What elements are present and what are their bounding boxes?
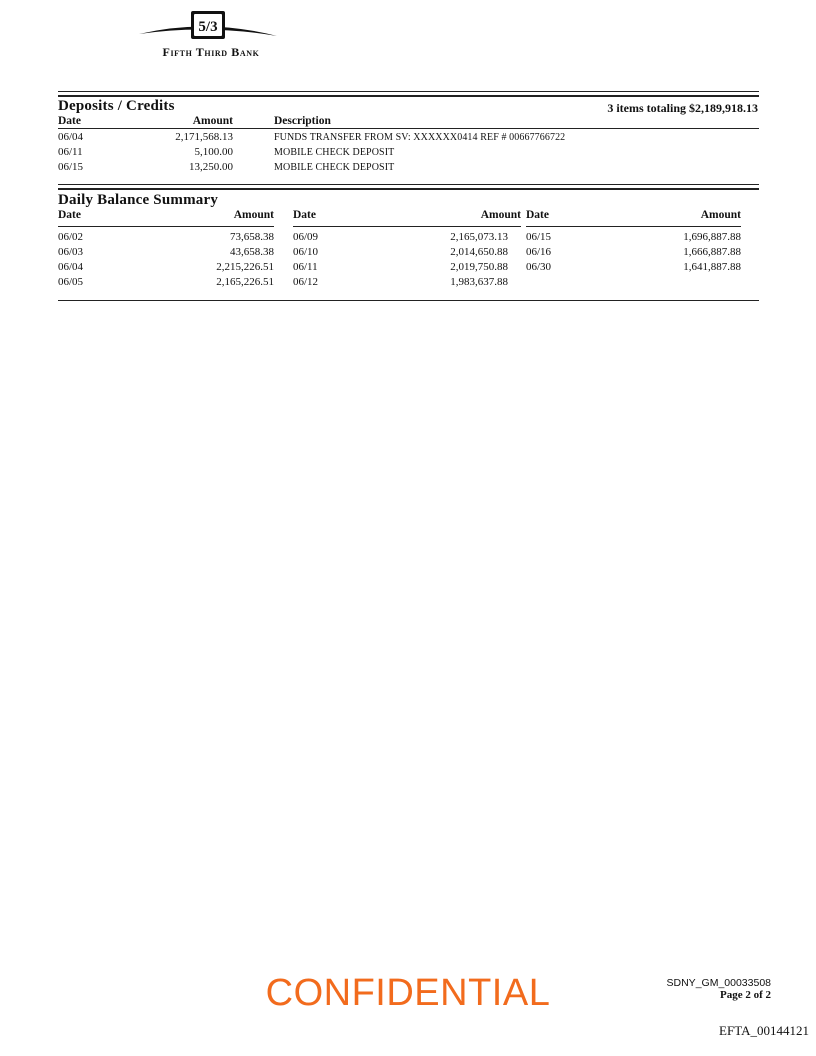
balance-date-header: Date bbox=[526, 209, 549, 221]
balance-col-rule bbox=[293, 226, 521, 227]
deposit-description: FUNDS TRANSFER FROM SV: XXXXXX0414 REF # 00667766722 bbox=[274, 132, 566, 143]
balance-date: 06/05 bbox=[58, 276, 84, 288]
section-divider-top-thick bbox=[58, 95, 759, 97]
balance-date: 06/03 bbox=[58, 246, 84, 258]
confidential-stamp: CONFIDENTIAL bbox=[265, 972, 551, 1014]
balance-col-rule bbox=[58, 226, 274, 227]
balance-amount: 1,696,887.88 bbox=[683, 231, 741, 243]
balance-amount-header: Amount bbox=[700, 209, 741, 221]
balance-col-rule bbox=[526, 226, 741, 227]
balance-date: 06/10 bbox=[293, 246, 319, 258]
deposit-date: 06/11 bbox=[58, 146, 83, 158]
bank-logo-icon bbox=[137, 8, 279, 46]
deposits-header-rule bbox=[58, 128, 759, 129]
balance-amount-header: Amount bbox=[233, 209, 274, 221]
balance-amount: 1,983,637.88 bbox=[450, 276, 508, 288]
balance-date: 06/09 bbox=[293, 231, 319, 243]
deposits-title: Deposits / Credits bbox=[58, 98, 175, 114]
deposit-description: MOBILE CHECK DEPOSIT bbox=[274, 147, 395, 158]
section-divider-top bbox=[58, 91, 759, 92]
balance-date: 06/04 bbox=[58, 261, 84, 273]
deposit-date: 06/04 bbox=[58, 131, 84, 143]
bank-logo bbox=[137, 8, 279, 59]
balance-date: 06/12 bbox=[293, 276, 319, 288]
logo-mark: 5/3 bbox=[198, 19, 218, 35]
deposits-description-header: Description bbox=[274, 115, 331, 127]
balance-amount: 2,215,226.51 bbox=[216, 261, 274, 273]
deposit-description: MOBILE CHECK DEPOSIT bbox=[274, 162, 395, 173]
balance-amount: 73,658.38 bbox=[230, 231, 274, 243]
bank-name: Fifth Third Bank bbox=[162, 45, 260, 59]
balance-date-header: Date bbox=[293, 209, 316, 221]
balance-date: 06/30 bbox=[526, 261, 552, 273]
balance-divider-top bbox=[58, 184, 759, 185]
balance-amount: 2,165,226.51 bbox=[216, 276, 274, 288]
deposits-summary: 3 items totaling $2,189,918.13 bbox=[607, 101, 758, 115]
deposit-amount: 13,250.00 bbox=[189, 161, 233, 173]
deposit-amount: 5,100.00 bbox=[194, 146, 233, 158]
page-number: Page 2 of 2 bbox=[719, 989, 771, 1001]
balance-amount: 2,014,650.88 bbox=[450, 246, 508, 258]
balance-date-header: Date bbox=[58, 209, 81, 221]
efta-number: EFTA_00144121 bbox=[719, 1023, 809, 1038]
balance-date: 06/02 bbox=[58, 231, 84, 243]
deposit-date: 06/15 bbox=[58, 161, 84, 173]
bates-number: SDNY_GM_00033508 bbox=[666, 977, 771, 989]
daily-balance-title: Daily Balance Summary bbox=[58, 192, 219, 208]
balance-divider-top-thick bbox=[58, 188, 759, 190]
balance-amount: 2,165,073.13 bbox=[450, 231, 508, 243]
balance-amount-header: Amount bbox=[480, 209, 521, 221]
balance-amount: 1,641,887.88 bbox=[683, 261, 741, 273]
balance-amount: 1,666,887.88 bbox=[683, 246, 741, 258]
deposits-amount-header: Amount bbox=[192, 115, 233, 127]
deposit-amount: 2,171,568.13 bbox=[175, 131, 233, 143]
balance-date: 06/16 bbox=[526, 246, 552, 258]
balance-date: 06/11 bbox=[293, 261, 318, 273]
balance-amount: 2,019,750.88 bbox=[450, 261, 508, 273]
balance-bottom-rule bbox=[58, 300, 759, 301]
deposits-date-header: Date bbox=[58, 115, 81, 127]
balance-date: 06/15 bbox=[526, 231, 552, 243]
balance-amount: 43,658.38 bbox=[230, 246, 274, 258]
